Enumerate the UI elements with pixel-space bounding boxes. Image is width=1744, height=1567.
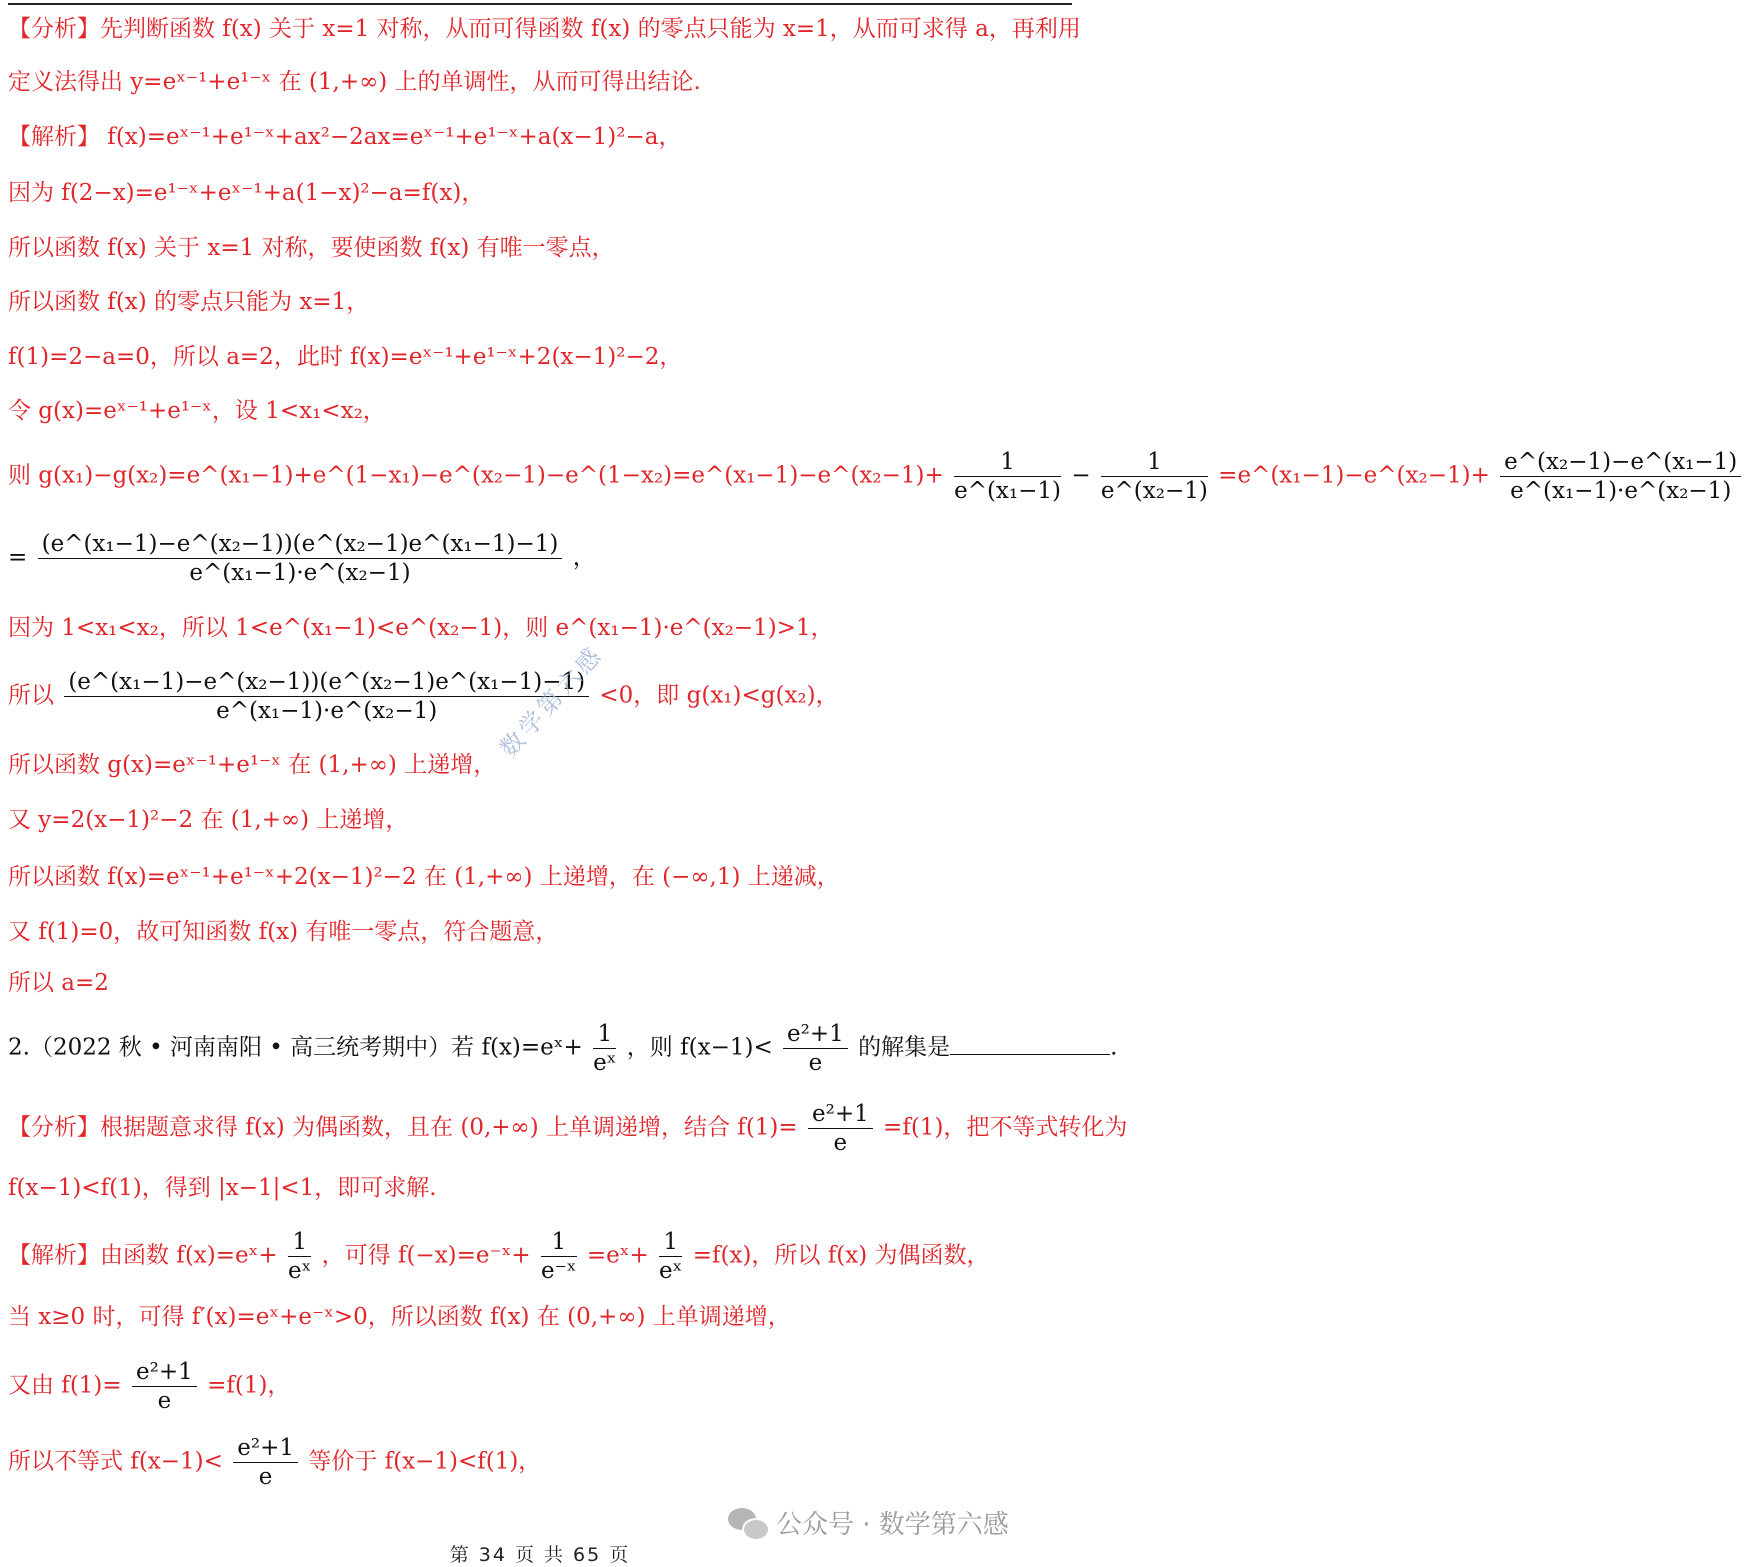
analysis-line-1: 【分析】先判断函数 f(x) 关于 x=1 对称，从而可得函数 f(x) 的零点只能为 x=1，从而可求得 a，再利用 — [8, 16, 1081, 42]
q2-analysis-line-2: f(x−1)<f(1)，得到 |x−1|<1，即可求解. — [8, 1175, 437, 1201]
fraction: $\frac{1}{\text{e⁻ˣ}}$ — [541, 1229, 577, 1284]
solution-line-1: 【解析】 f(x)=eˣ⁻¹+e¹⁻ˣ+ax²−2ax=eˣ⁻¹+e¹⁻ˣ+a(x−1)²−a， — [8, 124, 682, 150]
q2-solution-line-1: 【解析】由函数 f(x)=eˣ+ $\frac{1}{\text{eˣ}}$ ，可得 f(−x)=e⁻ˣ+ $\frac{1}{\text{e⁻ˣ}}$ =eˣ+ $\frac{1}{\text{eˣ}}$ =f(x)，所以 f(x) 为偶函数， — [8, 1229, 990, 1284]
analysis-line-2: 定义法得出 y=eˣ⁻¹+e¹⁻ˣ 在 (1,+∞) 上的单调性，从而可得出结论. — [8, 69, 701, 95]
expr-prefix: 则 g(x₁)−g(x₂)=e^(x₁−1)+e^(1−x₁)−e^(x₂−1)−e^(1−x₂)=e^(x₁−1)−e^(x₂−1)+ — [8, 462, 944, 489]
q2-solution-line-4: 所以不等式 f(x−1)< $\frac{\text{e²+1}}{e}$ 等价于 f(x−1)<f(1)， — [8, 1435, 542, 1490]
fraction: $\frac{1}{\text{eˣ}}$ — [287, 1229, 312, 1284]
q2-solution-line-3: 又由 f(1)= $\frac{\text{e²+1}}{e}$ =f(1)， — [8, 1359, 291, 1414]
solution-line-6: 令 g(x)=eˣ⁻¹+e¹⁻ˣ，设 1<x₁<x₂， — [8, 398, 386, 424]
solution-line-4: 所以函数 f(x) 的零点只能为 x=1， — [8, 289, 370, 315]
solution-line-3: 所以函数 f(x) 关于 x=1 对称，要使函数 f(x) 有唯一零点， — [8, 235, 615, 261]
wechat-brand — [728, 1504, 1009, 1541]
fraction: $\frac{\text{e\textasciicircum{}(x₂−1)−e\textasciicircum{}(x₁−1)}}{\text{e\textasciicircum{}(x₁−1)·e\textasciicircum{}(x₂−1)}}$ — [1500, 448, 1741, 505]
brand-text: 公众号 · 数学第六感 — [776, 1510, 1009, 1540]
fraction: $\frac{\text{e²+1}}{e}$ — [783, 1020, 848, 1077]
fraction: $\frac{1}{\text{eˣ}}$ — [593, 1021, 617, 1076]
solution-line-7: 则 g(x₁)−g(x₂)=e^(x₁−1)+e^(1−x₁)−e^(x₂−1)−e^(1−x₂)=e^(x₁−1)−e^(x₂−1)+ $\frac{1}{\text{e\textasciicircum{}(x₁−1)}}$ − $\frac{1}{\text{e\textasciicircum{}(x₂−1)}}$ =e^(x₁−1)−e^(x₂−1)+ $\frac{\text{e\textasciicircum{}(x₂−1)−e\textasciicircum{}(x₁−1)}}{\text{e\textasciicircum{}(x₁−1)·e\textasciicircum{}(x₂−1)}}$ — [8, 448, 1744, 505]
watermark: 数学第六感 — [494, 639, 609, 763]
top-rule — [8, 3, 1072, 5]
solution-line-2: 因为 f(2−x)=e¹⁻ˣ+eˣ⁻¹+a(1−x)²−a=f(x)， — [8, 180, 485, 206]
q2-solution-line-2: 当 x≥0 时，可得 f′(x)=eˣ+e⁻ˣ>0，所以函数 f(x) 在 (0,+∞) 上单调递增， — [8, 1304, 791, 1330]
solution-line-12: 又 y=2(x−1)²−2 在 (1,+∞) 上递增， — [8, 807, 409, 833]
answer-blank — [950, 1036, 1110, 1055]
q2-analysis-line-1: 【分析】根据题意求得 f(x) 为偶函数，且在 (0,+∞) 上单调递增，结合 f(1)= $\frac{\text{e²+1}}{e}$ =f(1)，把不等式转化为 — [8, 1101, 1128, 1156]
solution-line-13: 所以函数 f(x)=eˣ⁻¹+e¹⁻ˣ+2(x−1)²−2 在 (1,+∞) 上递增，在 (−∞,1) 上递减， — [8, 864, 840, 890]
solution-line-5: f(1)=2−a=0，所以 a=2，此时 f(x)=eˣ⁻¹+e¹⁻ˣ+2(x−1)²−2， — [8, 344, 683, 370]
fraction: $\frac{1}{\text{e\textasciicircum{}(x₂−1)}}$ — [1100, 449, 1208, 504]
fraction: $\frac{\text{e²+1}}{e}$ — [808, 1100, 873, 1157]
solution-line-14: 又 f(1)=0，故可知函数 f(x) 有唯一零点，符合题意， — [8, 919, 559, 945]
page-number: 第 34 页 共 65 页 — [449, 1544, 631, 1566]
fraction: $\frac{1}{\text{e\textasciicircum{}(x₁−1)}}$ — [954, 449, 1062, 504]
fraction: $\frac{\text{(e\textasciicircum{}(x₁−1)−e\textasciicircum{}(x₂−1))(e\textasciicircum{}(x₂−1)e\textasciicircum{}(x₁−1)−1)}}{\text{e\textasciicircum{}(x₁−1)·e\textasciicircum{}(x₂−1)}}$ — [38, 530, 563, 587]
fraction: $\frac{\text{e²+1}}{e}$ — [233, 1434, 298, 1491]
fraction: $\frac{\text{(e\textasciicircum{}(x₁−1)−e\textasciicircum{}(x₂−1))(e\textasciicircum{}(x₂−1)e\textasciicircum{}(x₁−1)−1)}}{\text{e\textasciicircum{}(x₁−1)·e\textasciicircum{}(x₂−1)}}$ — [64, 668, 589, 725]
wechat-icon — [728, 1506, 768, 1540]
question-2: 2.（2022 秋 • 河南南阳 • 高三统考期中）若 f(x)=eˣ+ $\frac{1}{\text{eˣ}}$ ，则 f(x−1)< $\frac{\text{e²+1}}{e}$ 的解集是 . — [8, 1021, 1118, 1076]
solution-line-8: = $\frac{\text{(e\textasciicircum{}(x₁−1)−e\textasciicircum{}(x₂−1))(e\textasciicircum{}(x₂−1)e\textasciicircum{}(x₁−1)−1)}}{\text{e\textasciicircum{}(x₁−1)·e\textasciicircum{}(x₂−1)}}$ ， — [8, 531, 596, 586]
fraction: $\frac{1}{\text{eˣ}}$ — [659, 1229, 683, 1284]
solution-line-10: 所以 $\frac{\text{(e\textasciicircum{}(x₁−1)−e\textasciicircum{}(x₂−1))(e\textasciicircum{}(x₂−1)e\textasciicircum{}(x₁−1)−1)}}{\text{e\textasciicircum{}(x₁−1)·e\textasciicircum{}(x₂−1)}}$ <0，即 g(x₁)<g(x₂)， — [8, 669, 839, 724]
solution-line-9: 因为 1<x₁<x₂，所以 1<e^(x₁−1)<e^(x₂−1)，则 e^(x₁−1)·e^(x₂−1)>1， — [8, 615, 834, 641]
solution-line-15: 所以 a=2 — [8, 970, 109, 996]
solution-line-11: 所以函数 g(x)=eˣ⁻¹+e¹⁻ˣ 在 (1,+∞) 上递增， — [8, 752, 497, 778]
fraction: $\frac{\text{e²+1}}{e}$ — [132, 1358, 197, 1415]
